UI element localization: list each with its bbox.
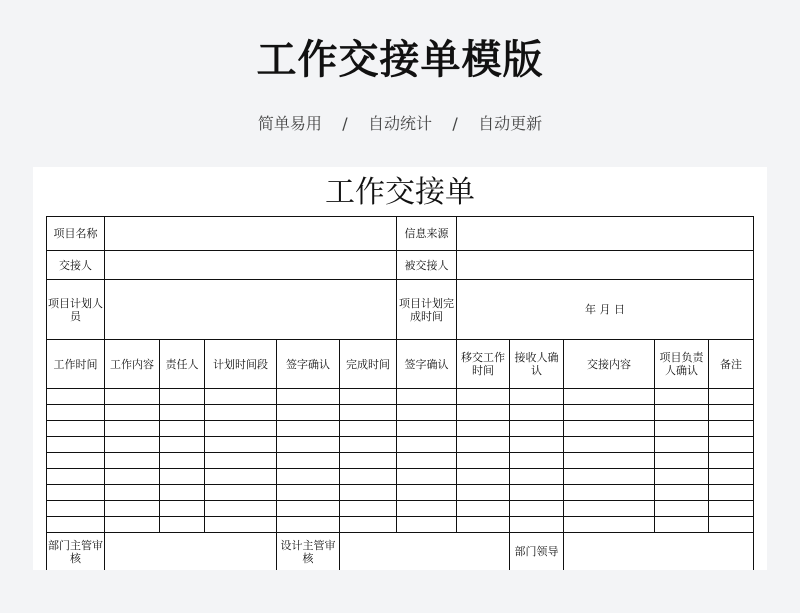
table-cell[interactable] <box>564 517 655 533</box>
table-cell[interactable] <box>397 469 457 485</box>
col-header: 交接内容 <box>564 340 655 389</box>
label-handover-person: 交接人 <box>47 251 105 280</box>
table-row <box>47 517 754 533</box>
table-cell[interactable] <box>564 485 655 501</box>
table-cell[interactable] <box>510 437 564 453</box>
label-planned-completion: 项目计划完成时间 <box>397 280 457 340</box>
table-cell[interactable] <box>105 501 160 517</box>
table-cell[interactable] <box>340 453 397 469</box>
table-cell[interactable] <box>47 437 105 453</box>
table-cell[interactable] <box>564 453 655 469</box>
table-cell[interactable] <box>105 405 160 421</box>
field-planned-completion-date[interactable]: 年 月 日 <box>457 280 754 340</box>
table-cell[interactable] <box>205 389 277 405</box>
table-cell[interactable] <box>277 421 340 437</box>
table-cell[interactable] <box>655 421 709 437</box>
table-cell[interactable] <box>564 501 655 517</box>
table-cell[interactable] <box>340 437 397 453</box>
table-cell[interactable] <box>655 501 709 517</box>
table-cell[interactable] <box>655 389 709 405</box>
field-design-supervisor-review[interactable] <box>340 533 510 571</box>
table-cell[interactable] <box>457 501 510 517</box>
col-header: 备注 <box>709 340 754 389</box>
table-cell[interactable] <box>397 501 457 517</box>
banner-title: 工作交接单模版 <box>256 37 544 83</box>
field-dept-leader[interactable] <box>564 533 754 571</box>
table-cell[interactable] <box>510 389 564 405</box>
field-dept-supervisor-review[interactable] <box>105 533 277 571</box>
col-header: 项目负责人确认 <box>655 340 709 389</box>
label-info-source: 信息来源 <box>397 217 457 251</box>
table-cell[interactable] <box>160 485 205 501</box>
col-header: 计划时间段 <box>205 340 277 389</box>
label-planned-staff: 项目计划人员 <box>47 280 105 340</box>
table-cell[interactable] <box>47 517 105 533</box>
table-cell[interactable] <box>709 469 754 485</box>
field-handover-person[interactable] <box>105 251 397 280</box>
col-header: 完成时间 <box>340 340 397 389</box>
table-row <box>47 485 754 501</box>
table-cell[interactable] <box>277 501 340 517</box>
table-cell[interactable] <box>655 405 709 421</box>
table-cell[interactable] <box>277 469 340 485</box>
table-cell[interactable] <box>457 389 510 405</box>
table-cell[interactable] <box>105 389 160 405</box>
table-cell[interactable] <box>160 469 205 485</box>
field-project-name[interactable] <box>105 217 397 251</box>
handover-form-table <box>46 216 754 570</box>
table-cell[interactable] <box>277 437 340 453</box>
table-cell[interactable] <box>47 421 105 437</box>
table-row <box>47 437 754 453</box>
row-project-name <box>47 217 754 251</box>
table-cell[interactable] <box>655 517 709 533</box>
table-cell[interactable] <box>510 469 564 485</box>
col-header: 工作时间 <box>47 340 105 389</box>
table-cell[interactable] <box>205 517 277 533</box>
table-cell[interactable] <box>160 389 205 405</box>
table-cell[interactable] <box>160 421 205 437</box>
table-cell[interactable] <box>47 389 105 405</box>
entry-rows <box>47 389 754 533</box>
table-cell[interactable] <box>397 517 457 533</box>
table-cell[interactable] <box>655 485 709 501</box>
table-cell[interactable] <box>205 437 277 453</box>
table-cell[interactable] <box>457 405 510 421</box>
table-cell[interactable] <box>277 405 340 421</box>
table-cell[interactable] <box>510 501 564 517</box>
table-cell[interactable] <box>47 405 105 421</box>
table-cell[interactable] <box>160 437 205 453</box>
table-cell[interactable] <box>205 421 277 437</box>
table-cell[interactable] <box>340 501 397 517</box>
table-row <box>47 453 754 469</box>
table-cell[interactable] <box>47 469 105 485</box>
row-handover <box>47 251 754 280</box>
col-header: 责任人 <box>160 340 205 389</box>
table-cell[interactable] <box>397 437 457 453</box>
column-header-row <box>47 340 754 389</box>
table-cell[interactable] <box>105 453 160 469</box>
table-cell[interactable] <box>205 469 277 485</box>
table-cell[interactable] <box>709 405 754 421</box>
table-cell[interactable] <box>457 453 510 469</box>
table-cell[interactable] <box>205 453 277 469</box>
table-cell[interactable] <box>47 485 105 501</box>
table-cell[interactable] <box>340 405 397 421</box>
table-cell[interactable] <box>340 389 397 405</box>
field-planned-staff[interactable] <box>105 280 397 340</box>
table-cell[interactable] <box>397 485 457 501</box>
table-row <box>47 469 754 485</box>
label-dept-supervisor-review: 部门主管审核 <box>47 533 105 571</box>
table-cell[interactable] <box>709 485 754 501</box>
field-receiver[interactable] <box>457 251 754 280</box>
table-cell[interactable] <box>709 501 754 517</box>
col-header: 签字确认 <box>397 340 457 389</box>
col-header: 工作内容 <box>105 340 160 389</box>
table-cell[interactable] <box>564 389 655 405</box>
table-cell[interactable] <box>340 469 397 485</box>
table-cell[interactable] <box>105 437 160 453</box>
table-cell[interactable] <box>340 421 397 437</box>
label-design-supervisor-review: 设计主管审核 <box>277 533 340 571</box>
table-cell[interactable] <box>160 405 205 421</box>
table-cell[interactable] <box>457 421 510 437</box>
table-row <box>47 421 754 437</box>
table-cell[interactable] <box>510 453 564 469</box>
table-cell[interactable] <box>655 453 709 469</box>
table-cell[interactable] <box>655 469 709 485</box>
col-header: 移交工作时间 <box>457 340 510 389</box>
table-cell[interactable] <box>205 485 277 501</box>
table-row <box>47 389 754 405</box>
table-cell[interactable] <box>655 437 709 453</box>
table-cell[interactable] <box>457 485 510 501</box>
row-plan <box>47 280 754 340</box>
table-cell[interactable] <box>709 389 754 405</box>
table-cell[interactable] <box>457 469 510 485</box>
sheet-title: 工作交接单 <box>325 175 475 210</box>
table-cell[interactable] <box>709 453 754 469</box>
table-cell[interactable] <box>397 421 457 437</box>
table-row <box>47 405 754 421</box>
table-cell[interactable] <box>105 421 160 437</box>
table-cell[interactable] <box>510 517 564 533</box>
table-cell[interactable] <box>277 453 340 469</box>
table-cell[interactable] <box>277 517 340 533</box>
table-cell[interactable] <box>47 453 105 469</box>
col-header: 接收人确认 <box>510 340 564 389</box>
table-cell[interactable] <box>160 501 205 517</box>
field-info-source[interactable] <box>457 217 754 251</box>
table-cell[interactable] <box>564 469 655 485</box>
form-sheet <box>33 167 767 570</box>
table-row <box>47 501 754 517</box>
banner-subtitle: 简单易用 / 自动统计 / 自动更新 <box>257 114 543 133</box>
label-dept-leader: 部门领导 <box>510 533 564 571</box>
table-cell[interactable] <box>564 421 655 437</box>
table-cell[interactable] <box>510 485 564 501</box>
table-cell[interactable] <box>457 517 510 533</box>
table-cell[interactable] <box>564 405 655 421</box>
table-cell[interactable] <box>105 485 160 501</box>
table-cell[interactable] <box>105 469 160 485</box>
table-cell[interactable] <box>709 517 754 533</box>
table-cell[interactable] <box>340 517 397 533</box>
table-cell[interactable] <box>397 405 457 421</box>
label-project-name: 项目名称 <box>47 217 105 251</box>
table-cell[interactable] <box>160 453 205 469</box>
table-cell[interactable] <box>397 453 457 469</box>
table-cell[interactable] <box>510 421 564 437</box>
table-cell[interactable] <box>205 501 277 517</box>
table-cell[interactable] <box>709 421 754 437</box>
table-cell[interactable] <box>205 405 277 421</box>
col-header: 签字确认 <box>277 340 340 389</box>
table-cell[interactable] <box>564 437 655 453</box>
table-cell[interactable] <box>510 405 564 421</box>
table-cell[interactable] <box>397 389 457 405</box>
table-cell[interactable] <box>105 517 160 533</box>
table-cell[interactable] <box>340 485 397 501</box>
table-cell[interactable] <box>457 437 510 453</box>
label-receiver: 被交接人 <box>397 251 457 280</box>
table-cell[interactable] <box>277 389 340 405</box>
table-cell[interactable] <box>277 485 340 501</box>
table-cell[interactable] <box>709 437 754 453</box>
table-cell[interactable] <box>160 517 205 533</box>
footer-row <box>47 533 754 571</box>
table-cell[interactable] <box>47 501 105 517</box>
